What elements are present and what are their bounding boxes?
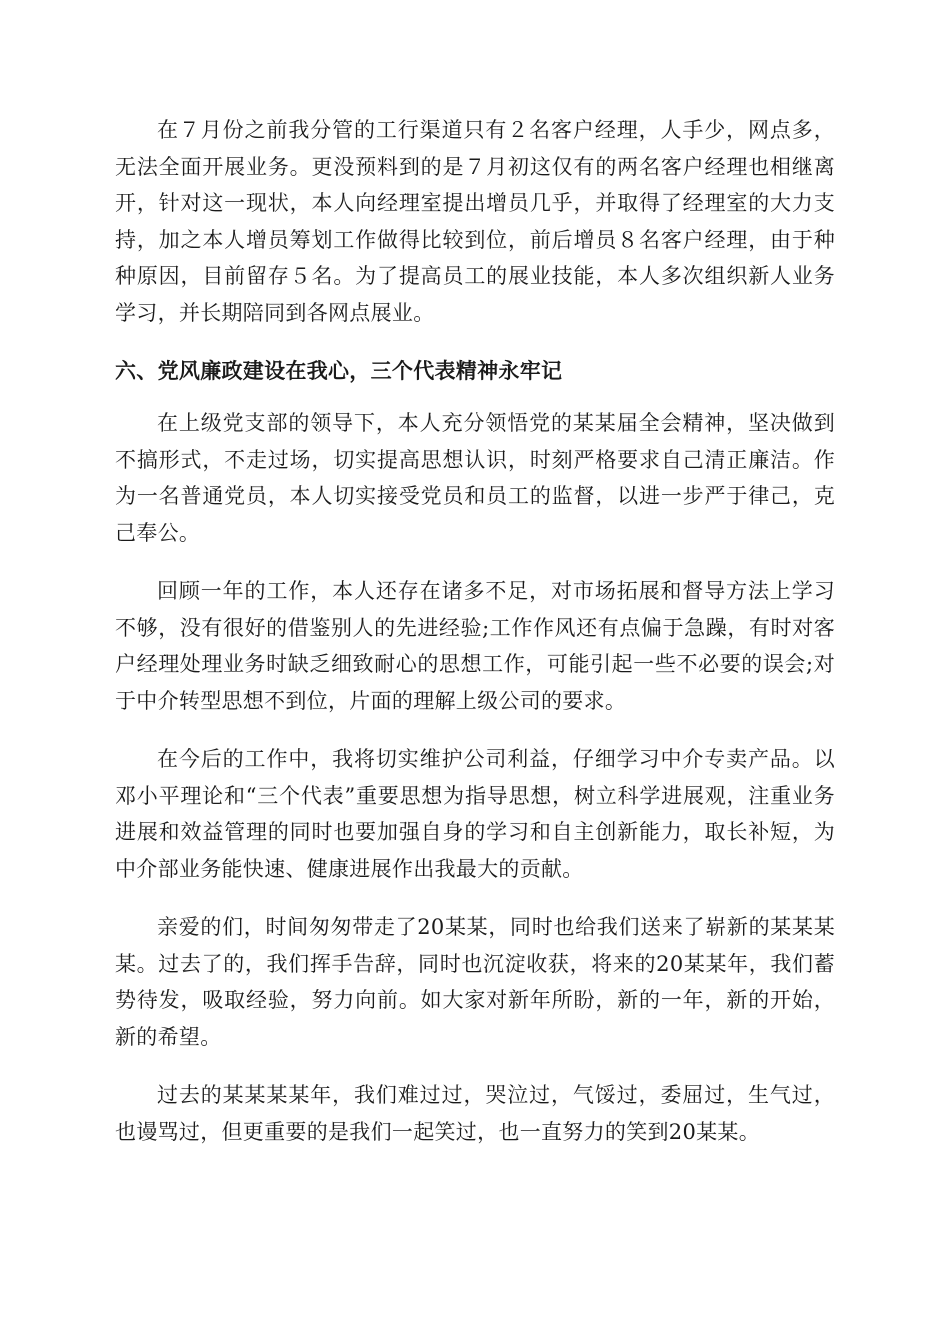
paragraph-looking-back: 过去的某某某某年，我们难过过，哭泣过，气馁过，委屈过，生气过，也谩骂过，但更重要的是我们一起笑过，也一直努力的笑到20某某。 (115, 1083, 835, 1144)
paragraph-shortcomings: 回顾一年的工作，本人还存在诸多不足，对市场拓展和督导方法上学习不够，没有很好的借鉴别人的先进经验;工作作风还有点偏于急躁，有时对客户经理处理业务时缺乏细致耐心的思想工作，可能引起一些不必要的误会;对于中介转型思想不到位，片面的理解上级公司的要求。 (115, 579, 835, 713)
section-heading-party-conduct: 六、党风廉政建设在我心，三个代表精神永牢记 (115, 359, 563, 383)
paragraph-future-work: 在今后的工作中，我将切实维护公司利益，仔细学习中介专卖产品。以邓小平理论和“三个代表”重要思想为指导思想，树立科学进展观，注重业务进展和效益管理的同时也要加强自身的学习和自主创新能力，取长补短，为中介部业务能快速、健康进展作出我最大的贡献。 (115, 747, 835, 881)
paragraph-new-year: 亲爱的们，时间匆匆带走了20某某，同时也给我们送来了崭新的某某某某。过去了的，我们挥手告辞，同时也沉淀收获，将来的20某某年，我们蓄势待发，吸取经验，努力向前。如大家对新年所盼，新的一年，新的开始，新的希望。 (115, 915, 835, 1049)
document-body (115, 112, 835, 1172)
paragraph-staffing: 在７月份之前我分管的工行渠道只有２名客户经理，人手少，网点多，无法全面开展业务。更没预料到的是７月初这仅有的两名客户经理也相继离开，针对这一现状，本人向经理室提出增员几乎，并取得了经理室的大力支持，加之本人增员筹划工作做得比较到位，前后增员８名客户经理，由于种种原因，目前留存５名。为了提高员工的展业技能，本人多次组织新人业务学习，并长期陪同到各网点展业。 (115, 118, 835, 325)
paragraph-party-discipline: 在上级党支部的领导下，本人充分领悟党的某某届全会精神，坚决做到不搞形式，不走过场，切实提高思想认识，时刻严格要求自己清正廉洁。作为一名普通党员，本人切实接受党员和员工的监督，以进一步严于律己，克己奉公。 (115, 411, 835, 545)
